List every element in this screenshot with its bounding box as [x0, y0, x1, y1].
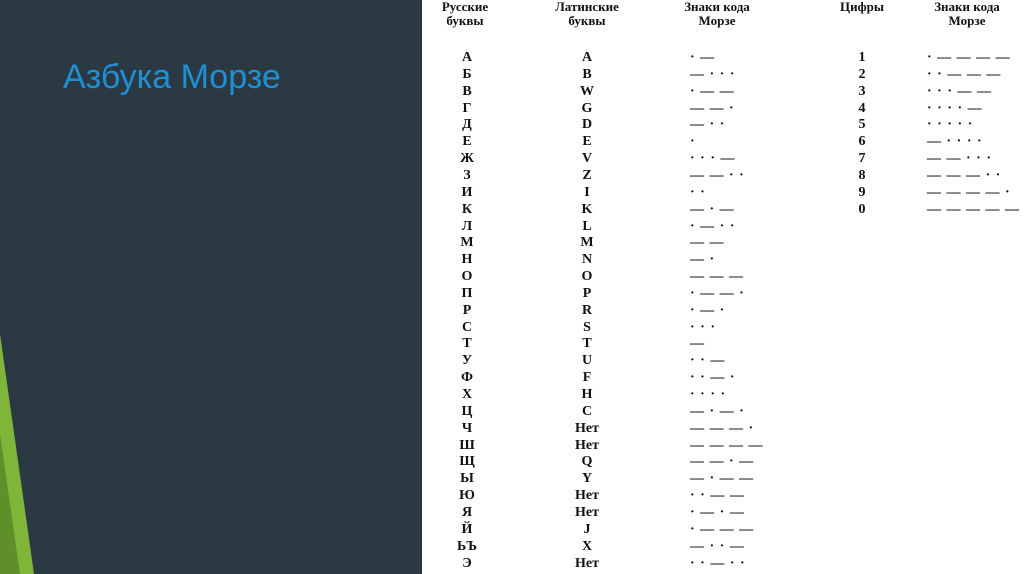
green-accent-shape-dark	[0, 434, 20, 574]
latin-letter: F	[582, 370, 592, 385]
title-panel	[0, 0, 422, 574]
morse-table	[422, 0, 1024, 574]
morse-code: · ·	[690, 185, 706, 200]
digit-morse-code: — — — · ·	[927, 168, 1002, 183]
latin-letter: Нет	[575, 556, 599, 571]
russian-letter: К	[461, 202, 473, 217]
header-latin-letters: Латинские буквы	[555, 0, 619, 28]
digit: 5	[858, 117, 866, 132]
morse-code: · · — —	[690, 488, 745, 503]
morse-code: · · — ·	[690, 370, 736, 385]
russian-letter: Х	[461, 387, 473, 402]
russian-letter: Б	[462, 67, 472, 82]
morse-code: · — — ·	[690, 286, 745, 301]
morse-code: · · ·	[690, 320, 717, 335]
latin-letter: Q	[581, 454, 593, 469]
morse-code: — —	[690, 235, 725, 250]
morse-code: — — — ·	[690, 421, 755, 436]
digit: 9	[858, 185, 866, 200]
latin-letter: T	[582, 336, 592, 351]
header-russian-letters: Русские буквы	[441, 0, 489, 28]
morse-code: · — ·	[690, 303, 726, 318]
morse-code: — · · ·	[690, 67, 736, 82]
digit-morse-code: — — — — —	[927, 202, 1020, 217]
latin-letter: V	[581, 151, 593, 166]
latin-letter: O	[581, 269, 593, 284]
digit: 6	[858, 134, 866, 149]
latin-letter: A	[581, 50, 593, 65]
russian-letter: Г	[462, 101, 472, 116]
morse-code: · — — —	[690, 522, 755, 537]
russian-letter: М	[460, 235, 474, 250]
digit-morse-code: — — · · ·	[927, 151, 993, 166]
russian-letter: Ф	[460, 370, 474, 385]
digit-morse-code: · · · · —	[927, 101, 983, 116]
russian-letter: Е	[462, 134, 472, 149]
russian-letter: Ч	[461, 421, 473, 436]
header-morse-code: Знаки кода Морзе	[684, 0, 750, 28]
morse-code: — ·	[690, 252, 716, 267]
russian-letter: З	[463, 168, 471, 183]
russian-letter: ЬЪ	[457, 539, 477, 554]
morse-code: — · · —	[690, 539, 745, 554]
latin-letter: W	[580, 84, 594, 99]
digit: 8	[858, 168, 866, 183]
latin-letter: E	[582, 134, 592, 149]
morse-code: — — —	[690, 269, 744, 284]
latin-letter: X	[581, 539, 593, 554]
latin-letter: R	[581, 303, 593, 318]
russian-letter: А	[461, 50, 473, 65]
russian-letter: Ю	[459, 488, 475, 503]
russian-letter: П	[461, 286, 473, 301]
latin-letter: S	[583, 320, 591, 335]
russian-letter: Ж	[460, 151, 474, 166]
russian-letter: У	[461, 353, 473, 368]
digit-morse-code: · · · — —	[927, 84, 993, 99]
header-digit-morse-code: Знаки кода Морзе	[934, 0, 1000, 28]
russian-letter: О	[461, 269, 473, 284]
morse-code: — — · —	[690, 454, 755, 469]
russian-letter: Л	[461, 219, 473, 234]
latin-letter: M	[580, 235, 594, 250]
latin-letter: Нет	[575, 505, 599, 520]
morse-code: · — · —	[690, 505, 745, 520]
latin-letter: Нет	[575, 488, 599, 503]
russian-letter: В	[462, 84, 472, 99]
russian-letter: Щ	[459, 454, 475, 469]
morse-code: · — —	[690, 84, 735, 99]
digit-morse-code: · · · · ·	[927, 117, 974, 132]
russian-letter: Н	[461, 252, 473, 267]
digit-morse-code: · — — — —	[927, 50, 1011, 65]
morse-code: — · —	[690, 202, 735, 217]
digit-morse-code: — — — — ·	[927, 185, 1011, 200]
morse-code: — · ·	[690, 117, 726, 132]
russian-letter: Э	[462, 556, 472, 571]
latin-letter: C	[581, 404, 593, 419]
russian-letter: Ц	[461, 404, 473, 419]
latin-letter: J	[583, 522, 591, 537]
russian-letter: И	[461, 185, 473, 200]
morse-code: — · — —	[690, 471, 755, 486]
digit-morse-code: — · · · ·	[927, 134, 983, 149]
digit: 3	[858, 84, 866, 99]
latin-letter: D	[581, 117, 593, 132]
latin-letter: U	[581, 353, 593, 368]
digit: 2	[858, 67, 866, 82]
latin-letter: H	[581, 387, 593, 402]
russian-letter: Я	[461, 505, 473, 520]
latin-letter: Нет	[575, 438, 599, 453]
digit: 7	[858, 151, 866, 166]
russian-letter: Р	[462, 303, 472, 318]
morse-code: · · —	[690, 353, 726, 368]
morse-code: · · · ·	[690, 387, 727, 402]
latin-letter: P	[582, 286, 592, 301]
morse-code: — — — —	[690, 438, 764, 453]
latin-letter: G	[581, 101, 593, 116]
latin-letter: B	[582, 67, 592, 82]
morse-code: — — · ·	[690, 168, 745, 183]
latin-letter: I	[584, 185, 590, 200]
digit: 0	[858, 202, 866, 217]
russian-letter: Й	[461, 522, 473, 537]
digit-morse-code: · · — — —	[927, 67, 1002, 82]
morse-code: · —	[690, 50, 716, 65]
morse-code: · · — · ·	[690, 556, 746, 571]
morse-code: ·	[690, 134, 696, 149]
latin-letter: N	[581, 252, 593, 267]
latin-letter: Z	[582, 168, 592, 183]
slide-title: Азбука Морзе	[63, 58, 281, 96]
morse-code: · · · —	[690, 151, 736, 166]
latin-letter: Y	[581, 471, 593, 486]
latin-letter: L	[582, 219, 592, 234]
digit: 4	[858, 101, 866, 116]
morse-code: —	[690, 336, 705, 351]
russian-letter: Т	[462, 336, 472, 351]
russian-letter: С	[461, 320, 473, 335]
latin-letter: Нет	[575, 421, 599, 436]
header-digits: Цифры	[840, 0, 884, 14]
russian-letter: Ш	[459, 438, 475, 453]
digit: 1	[858, 50, 866, 65]
morse-code: · — · ·	[690, 219, 736, 234]
russian-letter: Д	[462, 117, 472, 132]
latin-letter: K	[581, 202, 593, 217]
morse-code: — · — ·	[690, 404, 745, 419]
russian-letter: Ы	[460, 471, 474, 486]
morse-code: — — ·	[690, 101, 735, 116]
